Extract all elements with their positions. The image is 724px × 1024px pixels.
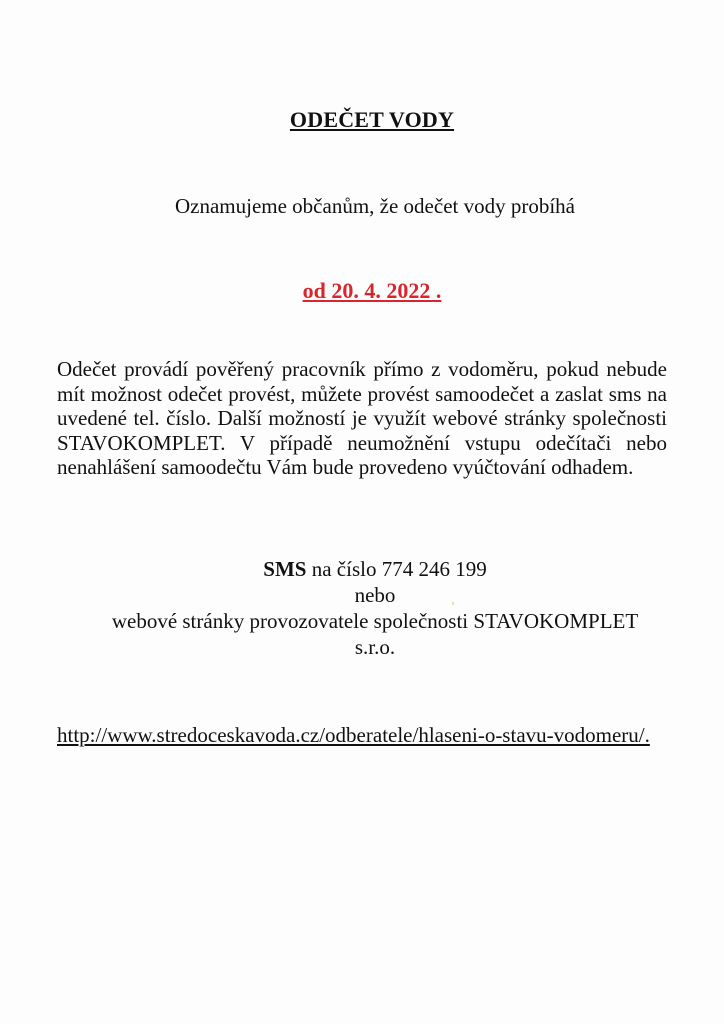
sms-label: SMS bbox=[263, 557, 307, 581]
scan-speck bbox=[452, 602, 454, 605]
notice-intro: Oznamujeme občanům, že odečet vody probíhá bbox=[174, 194, 575, 218]
notice-paragraph: Odečet provádí pověřený pracovník přímo z vodoměru, pokud nebude mít možnost odečet provést, můžete provést samoodečet a zaslat sms na uvedené tel. číslo. Další možností je využít webové stránky společnosti STAVOKOMPLET. V případě neumožnění vstupu odečítači nebo nenahlášení samoodečtu Vám bude provedeno vyúčtování odhadem. bbox=[57, 357, 667, 480]
meter-report-link[interactable]: http://www.stredoceskavoda.cz/odberatele/hlaseni-o-stavu-vodomeru/. bbox=[57, 723, 650, 747]
sms-number-text: na číslo 774 246 199 bbox=[306, 557, 487, 581]
contact-block bbox=[0, 556, 724, 660]
sms-line bbox=[0, 556, 724, 582]
or-text: nebo bbox=[354, 583, 396, 607]
notice-title: ODEČET VODY bbox=[289, 107, 455, 132]
web-line: webové stránky provozovatele společnosti STAVOKOMPLET bbox=[111, 609, 639, 633]
reading-date: od 20. 4. 2022 . bbox=[302, 278, 442, 303]
company-suffix: s.r.o. bbox=[354, 635, 396, 659]
